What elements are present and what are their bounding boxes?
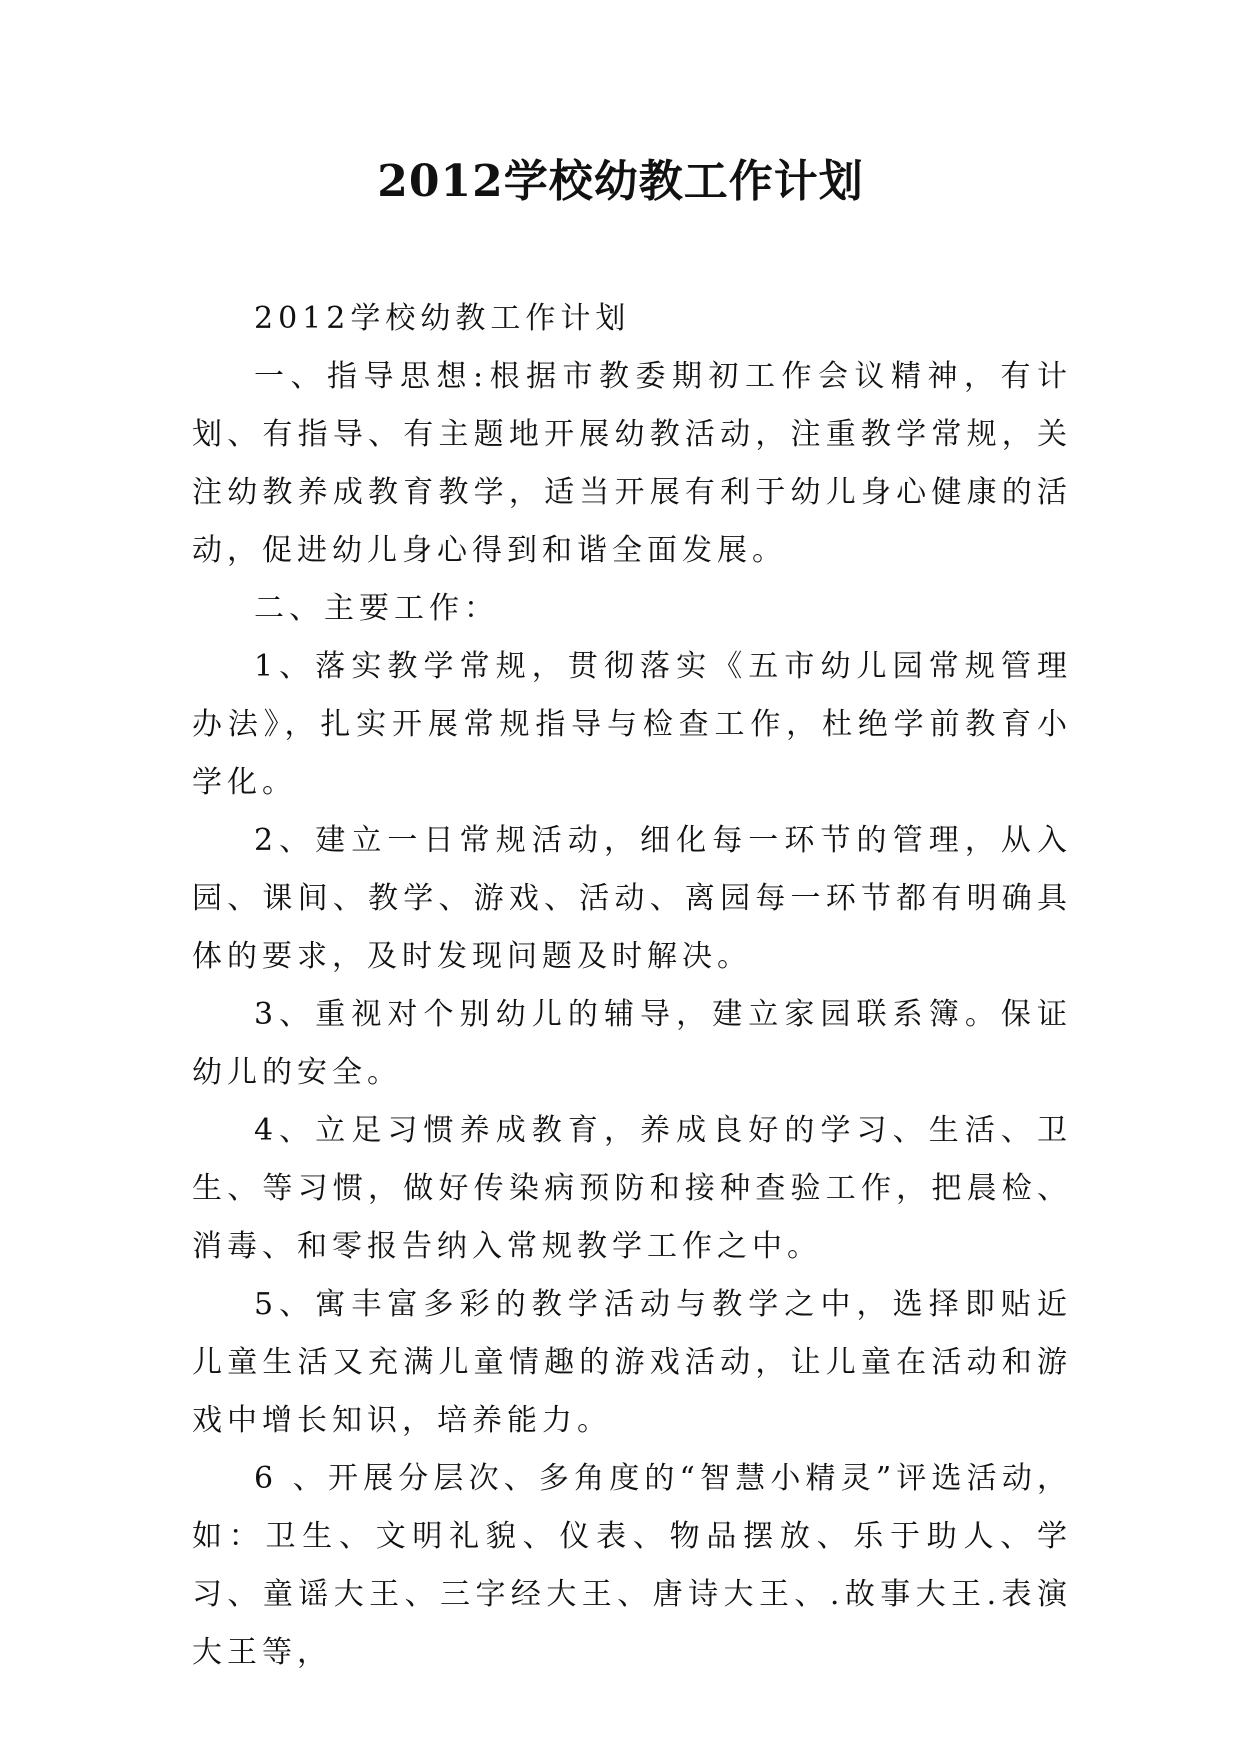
paragraph-item-4: 4、立足习惯养成教育，养成良好的学习、生活、卫生、等习惯，做好传染病预防和接种查验工作，把晨检、消毒、和零报告纳入常规教学工作之中。: [192, 1113, 1072, 1264]
document-body: [192, 290, 1072, 1682]
paragraph-item-3: 3、重视对个别幼儿的辅导，建立家园联系簿。保证幼儿的安全。: [192, 997, 1072, 1090]
paragraph-item-6: 6 、开展分层次、多角度的“智慧小精灵”评选活动，如：卫生、文明礼貌、仪表、物品摆放、乐于助人、学习、童谣大王、三字经大王、唐诗大王、.故事大王.表演大王等，: [192, 1461, 1072, 1670]
paragraph-heading: 2012学校幼教工作计划: [254, 301, 631, 336]
document-title: 2012学校幼教工作计划: [377, 156, 864, 207]
paragraph-main-work-heading: 二、主要工作：: [254, 591, 499, 626]
paragraph-guiding-ideology: 一、指导思想:根据市教委期初工作会议精神，有计划、有指导、有主题地开展幼教活动，注重教学常规，关注幼教养成教育教学，适当开展有利于幼儿身心健康的活动，促进幼儿身心得到和谐全面发展。: [192, 359, 1072, 568]
paragraph-item-2: 2、建立一日常规活动，细化每一环节的管理，从入园、课间、教学、游戏、活动、离园每一环节都有明确具体的要求，及时发现问题及时解决。: [192, 823, 1072, 974]
paragraph-item-1: 1、落实教学常规，贯彻落实《五市幼儿园常规管理办法》，扎实开展常规指导与检查工作，杜绝学前教育小学化。: [192, 649, 1072, 800]
paragraph-item-5: 5、寓丰富多彩的教学活动与教学之中，选择即贴近儿童生活又充满儿童情趣的游戏活动，让儿童在活动和游戏中增长知识，培养能力。: [192, 1287, 1072, 1438]
